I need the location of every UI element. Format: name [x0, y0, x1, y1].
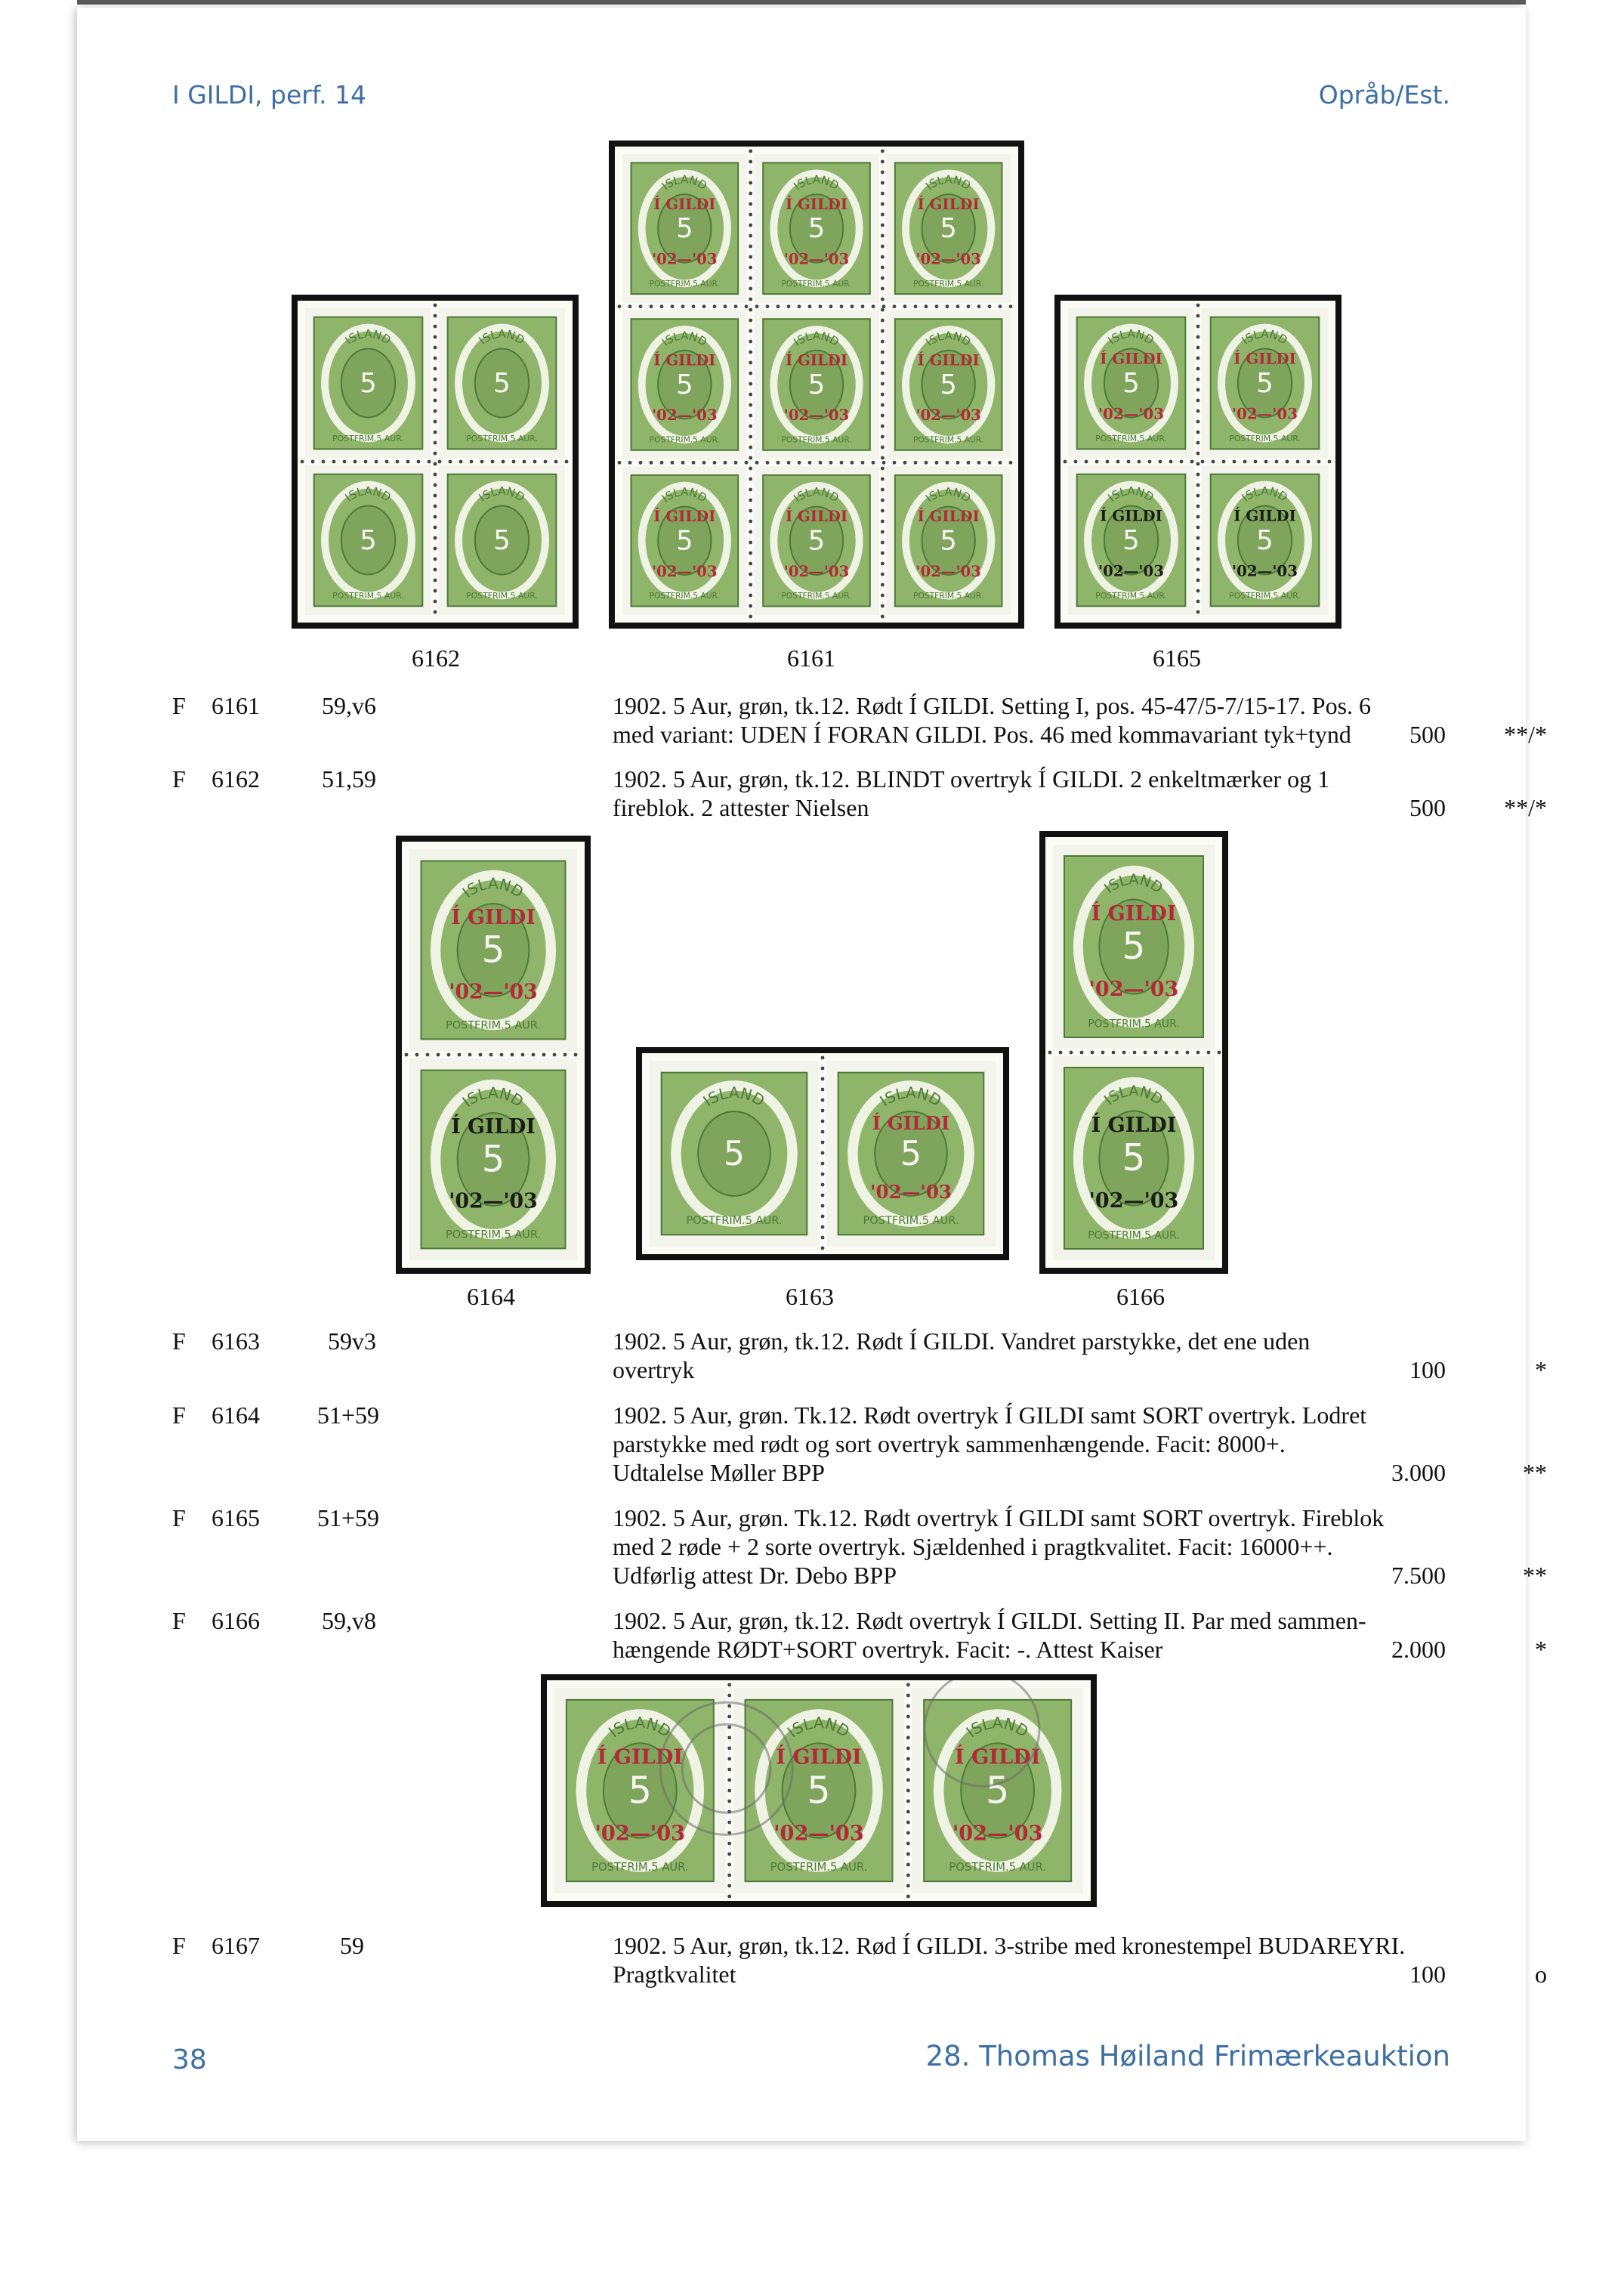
stamp-country-text: ISLAND — [791, 485, 841, 505]
stamp-country-text: ISLAND — [659, 173, 709, 193]
stamp-bottom-text: POSTFRIM.5 AUR. — [649, 278, 720, 289]
stamp-bottom-text: POSTFRIM.5 AUR. — [913, 278, 984, 289]
overprint-line-1: Í GILDI — [653, 195, 716, 213]
overprint-line-1: Í GILDI — [776, 1744, 862, 1769]
description-line: 1902. 5 Aur, grøn, tk.12. BLINDT overtryk Í GILDI. 2 enkeltmærker og 1 — [613, 765, 1330, 793]
overprint-line-1: Í GILDI — [1100, 506, 1162, 525]
overprint-line-1: Í GILDI — [653, 351, 716, 369]
stamp-bottom-text: POSTFRIM.5 AUR. — [1095, 590, 1167, 601]
caption-6166: 6166 — [1116, 1283, 1165, 1310]
overprint-line-2: '02—'03 — [594, 1821, 686, 1846]
estimate-price: 100 — [1409, 1356, 1446, 1383]
stamp-value-text: 5 — [676, 213, 693, 245]
overprint-line-2: '02—'03 — [652, 406, 718, 425]
caption-6164: 6164 — [467, 1283, 515, 1310]
header-column-label: Opråb/Est. — [1318, 80, 1450, 110]
overprint-line-2: '02—'03 — [773, 1821, 864, 1846]
stamp-value-text: 5 — [986, 1769, 1010, 1812]
stamp-bottom-text: POSTFRIM.5 AUR. — [466, 590, 538, 601]
overprint-line-1: Í GILDI — [653, 508, 716, 526]
stamp-value-text: 5 — [360, 524, 377, 556]
stamp-value-text: 5 — [1256, 524, 1274, 556]
lot-list — [172, 0, 1547, 2293]
description-line: 1902. 5 Aur, grøn, tk.12. Rødt overtryk Í GILDI. Setting II. Par med sammen- — [613, 1607, 1366, 1634]
overprint-line-2: '02—'03 — [652, 250, 718, 268]
stamp-bottom-text: POSTFRIM.5 AUR. — [649, 591, 720, 601]
description-line: hængende RØDT+SORT overtryk. Facit: -. Attest Kaiser — [613, 1636, 1163, 1663]
stamp-value-text: 5 — [940, 213, 957, 245]
caption-6162: 6162 — [412, 644, 460, 672]
overprint-line-1: Í GILDI — [917, 351, 980, 369]
lot-number: 6161 — [211, 692, 260, 719]
estimate-price: 3.000 — [1391, 1459, 1446, 1486]
footer-auction-title: 28. Thomas Høiland Frimærkeauktion — [925, 2040, 1450, 2072]
caption-6161: 6161 — [787, 644, 835, 672]
description-line: med 2 røde + 2 sorte overtryk. Sjældenhed i pragtkvalitet. Facit: 16000++. — [613, 1533, 1333, 1560]
overprint-line-2: '02—'03 — [1232, 561, 1298, 580]
overprint-line-1: Í GILDI — [1233, 506, 1296, 525]
description-line: 1902. 5 Aur, grøn. Tk.12. Rødt overtryk Í GILDI samt SORT overtryk. Lodret — [613, 1401, 1367, 1429]
lot-number: 6167 — [211, 1932, 260, 1959]
stamp-bottom-text: POSTFRIM.5 AUR. — [466, 433, 538, 443]
lot-number: 6162 — [211, 765, 260, 793]
stamp-value-text: 5 — [493, 524, 511, 556]
stamp-country-text: ISLAND — [783, 1714, 854, 1741]
stamp-value-text: 5 — [807, 369, 826, 400]
caption-6165: 6165 — [1153, 644, 1201, 672]
stamp-value-text: 5 — [676, 369, 693, 400]
overprint-line-2: '02—'03 — [915, 562, 981, 580]
overprint-line-1: Í GILDI — [1091, 901, 1177, 926]
stamp-bottom-text: POSTFRIM.5 AUR. — [446, 1228, 541, 1241]
stamp-country-text: ISLAND — [458, 874, 527, 902]
description-line: fireblok. 2 attester Nielsen — [613, 794, 869, 821]
stamp-country-text: ISLAND — [962, 1714, 1032, 1741]
description-line: overtryk — [613, 1356, 695, 1383]
lot-number: 6163 — [211, 1327, 260, 1355]
catalog-number: 59,v8 — [322, 1607, 376, 1634]
description-line: 1902. 5 Aur, grøn, tk.12. Rød Í GILDI. 3-stribe med kronestempel BUDAREYRI. — [613, 1932, 1406, 1959]
overprint-line-1: Í GILDI — [785, 351, 848, 369]
estimate-price: 2.000 — [1391, 1636, 1446, 1663]
overprint-line-1: Í GILDI — [785, 508, 848, 526]
stamp-bottom-text: POSTFRIM.5 AUR. — [781, 278, 852, 289]
estimate-price: 7.500 — [1391, 1562, 1446, 1589]
description-line: Pragtkvalitet — [613, 1961, 736, 1988]
overprint-line-2: '02—'03 — [1088, 977, 1179, 1001]
condition: o — [1535, 1961, 1547, 1988]
stamp-country-text: ISLAND — [342, 484, 394, 505]
stamp-value-text: 5 — [1122, 1137, 1146, 1180]
stamp-value-text: 5 — [807, 525, 826, 557]
overprint-line-1: Í GILDI — [1100, 349, 1162, 368]
stamp-country-text: ISLAND — [1105, 326, 1156, 348]
stamp-bottom-text: POSTFRIM.5 AUR. — [913, 591, 984, 601]
lot-prefix: F — [172, 1327, 186, 1355]
lot-prefix: F — [172, 1401, 186, 1429]
estimate-price: 500 — [1409, 721, 1446, 748]
description-line: 1902. 5 Aur, grøn. Tk.12. Rødt overtryk Í GILDI samt SORT overtryk. Fireblok — [613, 1504, 1385, 1531]
stamp-country-text: ISLAND — [923, 329, 974, 349]
caption-6163: 6163 — [786, 1283, 834, 1310]
stamp-value-text: 5 — [900, 1134, 922, 1173]
lot-row-6164 — [172, 1401, 1547, 1487]
lot-row-6166 — [172, 1606, 1547, 1664]
stamp-value-text: 5 — [1122, 926, 1146, 969]
stamp-value-text: 5 — [1122, 524, 1140, 556]
stamp-country-text: ISLAND — [791, 329, 841, 349]
overprint-line-1: Í GILDI — [1233, 349, 1296, 368]
stamp-bottom-text: POSTFRIM.5 AUR. — [591, 1860, 689, 1874]
overprint-line-1: Í GILDI — [917, 195, 980, 213]
lot-row-6165 — [172, 1503, 1547, 1590]
overprint-line-1: Í GILDI — [451, 905, 536, 929]
stamp-value-text: 5 — [807, 213, 826, 245]
stamp-value-text: 5 — [493, 367, 511, 399]
overprint-line-2: '02—'03 — [952, 1821, 1043, 1846]
stamp-value-text: 5 — [628, 1769, 652, 1812]
stamp-value-text: 5 — [1122, 367, 1140, 399]
estimate-price: 500 — [1409, 794, 1446, 821]
lot-prefix: F — [172, 765, 186, 793]
overprint-line-2: '02—'03 — [869, 1181, 952, 1204]
overprint-line-1: Í GILDI — [785, 195, 848, 213]
lot-number: 6166 — [211, 1607, 260, 1634]
stamp-value-text: 5 — [481, 1138, 505, 1181]
stamp-country-text: ISLAND — [699, 1083, 768, 1111]
estimate-price: 100 — [1409, 1961, 1446, 1988]
catalog-number: 59,v6 — [322, 692, 376, 719]
stamp-bottom-text: POSTFRIM.5 AUR. — [1088, 1018, 1180, 1031]
lot-prefix: F — [172, 1504, 186, 1531]
overprint-line-1: Í GILDI — [954, 1744, 1041, 1769]
overprint-line-2: '02—'03 — [1232, 404, 1298, 423]
overprint-line-2: '02—'03 — [449, 980, 538, 1004]
stamp-bottom-text: POSTFRIM.5 AUR. — [332, 590, 404, 601]
description-line: med variant: UDEN Í FORAN GILDI. Pos. 46 med kommavariant tyk+tynd — [613, 721, 1351, 748]
catalog-number: 51+59 — [317, 1504, 380, 1531]
overprint-line-2: '02—'03 — [915, 250, 981, 268]
condition: * — [1535, 1356, 1547, 1383]
stamp-bottom-text: POSTFRIM.5 AUR. — [1229, 433, 1301, 443]
description-line: 1902. 5 Aur, grøn, tk.12. Rødt Í GILDI. Setting I, pos. 45-47/5-7/15-17. Pos. 6 — [613, 692, 1372, 719]
stamp-country-text: ISLAND — [605, 1714, 675, 1741]
condition: ** — [1523, 1562, 1547, 1589]
stamp-country-text: ISLAND — [476, 484, 527, 505]
stamp-bottom-text: POSTFRIM.5 AUR. — [770, 1860, 868, 1874]
stamp-value-text: 5 — [481, 929, 505, 972]
stamp-value-text: 5 — [723, 1134, 746, 1173]
condition: **/* — [1504, 794, 1547, 821]
header-section-title: I GILDI, perf. 14 — [172, 80, 367, 110]
stamp-bottom-text: POSTFRIM.5 AUR. — [781, 591, 852, 601]
stamp-bottom-text: POSTFRIM.5 AUR. — [1229, 590, 1301, 601]
stamp-country-text: ISLAND — [923, 485, 974, 505]
stamp-bottom-text: POSTFRIM.5 AUR. — [1088, 1229, 1180, 1242]
description-line: Udførlig attest Dr. Debo BPP — [613, 1562, 897, 1589]
stamp-country-text: ISLAND — [659, 485, 709, 505]
condition: * — [1535, 1636, 1547, 1663]
stamp-bottom-text: POSTFRIM.5 AUR. — [863, 1214, 959, 1228]
description-line: Udtalelse Møller BPP — [613, 1459, 825, 1486]
stamp-value-text: 5 — [676, 525, 693, 557]
lot-number: 6164 — [211, 1401, 260, 1429]
stamp-value-text: 5 — [940, 525, 957, 557]
overprint-line-1: Í GILDI — [917, 508, 980, 526]
overprint-line-1: Í GILDI — [872, 1112, 950, 1135]
stamp-country-text: ISLAND — [342, 326, 394, 348]
stamp-bottom-text: POSTFRIM.5 AUR. — [913, 434, 984, 445]
catalog-number: 59v3 — [328, 1327, 376, 1355]
stamp-country-text: ISLAND — [923, 173, 974, 193]
stamp-country-text: ISLAND — [1101, 870, 1166, 898]
stamp-bottom-text: POSTFRIM.5 AUR. — [1095, 433, 1167, 443]
catalog-number: 51+59 — [317, 1401, 380, 1429]
lot-prefix: F — [172, 692, 186, 719]
lot-row-6162 — [172, 765, 1547, 822]
stamp-country-text: ISLAND — [1239, 326, 1290, 348]
condition: ** — [1523, 1459, 1547, 1486]
overprint-line-1: Í GILDI — [451, 1114, 536, 1139]
stamp-value-text: 5 — [807, 1769, 831, 1812]
stamp-country-text: ISLAND — [458, 1083, 527, 1111]
stamp-value-text: 5 — [1256, 367, 1274, 399]
overprint-line-1: Í GILDI — [1091, 1113, 1177, 1137]
stamp-bottom-text: POSTFRIM.5 AUR. — [781, 434, 852, 445]
page-number: 38 — [172, 2044, 207, 2075]
lot-number: 6165 — [211, 1504, 260, 1531]
overprint-line-2: '02—'03 — [915, 406, 981, 425]
description-line: 1902. 5 Aur, grøn, tk.12. Rødt Í GILDI. Vandret parstykke, det ene uden — [613, 1327, 1311, 1355]
stamp-bottom-text: POSTFRIM.5 AUR. — [686, 1214, 783, 1228]
stamp-value-text: 5 — [940, 369, 957, 400]
overprint-line-2: '02—'03 — [652, 562, 718, 580]
overprint-line-2: '02—'03 — [1098, 561, 1164, 580]
catalog-number: 51,59 — [322, 765, 376, 793]
stamp-country-text: ISLAND — [1105, 484, 1156, 505]
stamp-country-text: ISLAND — [659, 329, 709, 349]
lot-row-6163 — [172, 1327, 1547, 1384]
stamp-country-text: ISLAND — [876, 1083, 945, 1111]
overprint-line-2: '02—'03 — [783, 562, 850, 580]
stamp-value-text: 5 — [360, 367, 377, 399]
overprint-line-2: '02—'03 — [449, 1189, 538, 1213]
description-line: parstykke med rødt og sort overtryk sammenhængende. Facit: 8000+. — [613, 1430, 1286, 1457]
stamp-country-text: ISLAND — [476, 326, 527, 348]
lot-row-6167 — [172, 1931, 1547, 1989]
overprint-line-2: '02—'03 — [783, 250, 850, 268]
overprint-line-2: '02—'03 — [1098, 404, 1164, 423]
lot-prefix: F — [172, 1932, 186, 1959]
catalog-number: 59 — [340, 1932, 364, 1959]
stamp-bottom-text: POSTFRIM.5 AUR. — [446, 1019, 541, 1032]
stamp-bottom-text: POSTFRIM.5 AUR. — [332, 433, 404, 443]
overprint-line-2: '02—'03 — [783, 406, 850, 425]
stamp-bottom-text: POSTFRIM.5 AUR. — [949, 1860, 1046, 1874]
stamp-country-text: ISLAND — [791, 173, 841, 193]
stamp-bottom-text: POSTFRIM.5 AUR. — [649, 434, 720, 445]
overprint-line-1: Í GILDI — [597, 1744, 684, 1769]
overprint-line-2: '02—'03 — [1088, 1188, 1179, 1213]
stamp-country-text: ISLAND — [1239, 484, 1290, 505]
lot-prefix: F — [172, 1607, 186, 1634]
stamp-country-text: ISLAND — [1101, 1082, 1166, 1109]
condition: **/* — [1504, 721, 1547, 748]
lot-row-6161 — [172, 691, 1547, 749]
